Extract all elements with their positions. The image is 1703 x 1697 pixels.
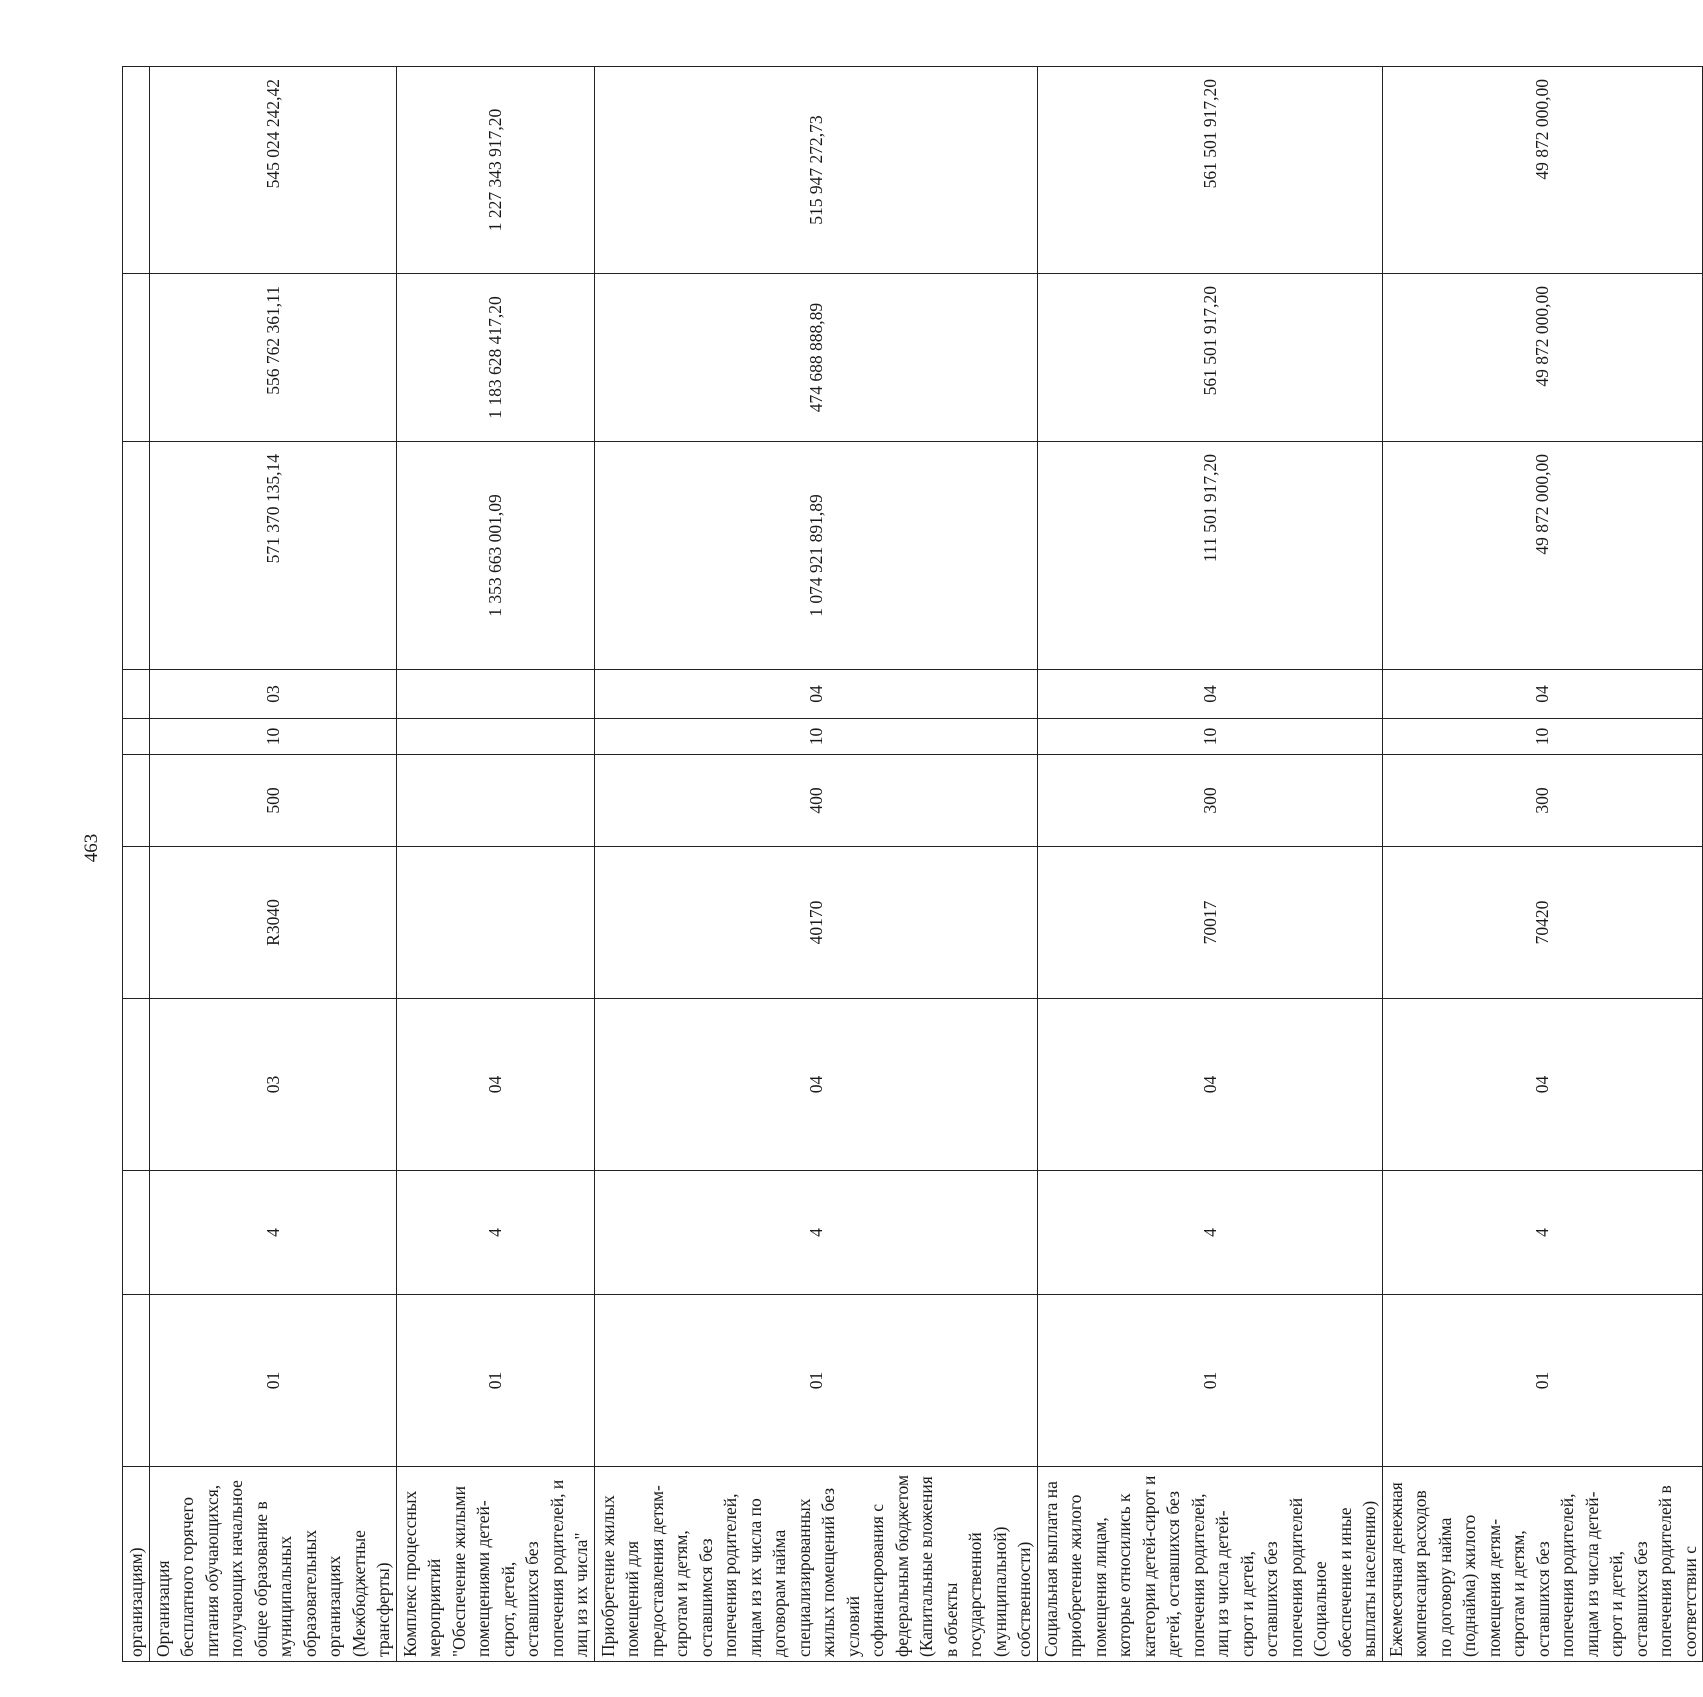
amount-year-2-cell: 1 183 628 417,20 <box>396 274 594 442</box>
structural-element-cell: 04 <box>396 999 594 1171</box>
section-cell <box>123 719 150 755</box>
program-code-cell: 01 <box>594 1295 1037 1467</box>
expense-type-cell <box>123 755 150 847</box>
row-name-cell: Ежемесячная денежная компенсация расходов по договору найма (поднайма) жилого помещения детям-сиротам и детям, оставшихся без попечения родителей, лицам из числа детей-сирот и детей, оставшихся без попечения родителей в соответствии с <box>1382 1467 1703 1662</box>
amount-year-3-cell <box>123 67 150 274</box>
program-code-cell: 01 <box>1382 1295 1703 1467</box>
expense-type-cell: 300 <box>1037 755 1382 847</box>
subprogram-type-cell: 4 <box>594 1171 1037 1295</box>
amount-year-1-cell: 571 370 135,14 <box>149 442 396 670</box>
table-row <box>1382 67 1703 1662</box>
section-cell: 10 <box>1382 719 1703 755</box>
page-number: 463 <box>81 833 102 863</box>
amount-year-3-cell: 515 947 272,73 <box>594 67 1037 274</box>
amount-year-2-cell <box>123 274 150 442</box>
subsection-cell <box>123 670 150 719</box>
budget-table <box>122 66 1703 1662</box>
direction-code-cell <box>396 847 594 999</box>
subprogram-type-cell: 4 <box>149 1171 396 1295</box>
expense-type-cell: 300 <box>1382 755 1703 847</box>
subprogram-type-cell: 4 <box>1382 1171 1703 1295</box>
rotated-table-wrapper <box>122 67 1700 1662</box>
amount-year-2-cell: 474 688 888,89 <box>594 274 1037 442</box>
subsection-cell: 04 <box>1382 670 1703 719</box>
subprogram-type-cell: 4 <box>1037 1171 1382 1295</box>
table-row <box>123 67 150 1662</box>
row-name-cell: организациям) <box>123 1467 150 1662</box>
structural-element-cell: 04 <box>1037 999 1382 1171</box>
direction-code-cell: 40170 <box>594 847 1037 999</box>
table-row <box>1037 67 1382 1662</box>
amount-year-3-cell: 561 501 917,20 <box>1037 67 1382 274</box>
amount-year-3-cell: 545 024 242,42 <box>149 67 396 274</box>
structural-element-cell: 04 <box>1382 999 1703 1171</box>
row-name-cell: Приобретение жилых помещений для предоставления детям-сиротам и детям, оставшимся без попечения родителей, лицам из их числа по договорам найма специализированных жилых помещений без условий софинансирования с федеральным бюджетом (Капитальные вложения в объекты государственной (муниципальной) собственности) <box>594 1467 1037 1662</box>
expense-type-cell: 500 <box>149 755 396 847</box>
direction-code-cell: R3040 <box>149 847 396 999</box>
amount-year-3-cell: 49 872 000,00 <box>1382 67 1703 274</box>
expense-type-cell <box>396 755 594 847</box>
amount-year-3-cell: 1 227 343 917,20 <box>396 67 594 274</box>
structural-element-cell: 04 <box>594 999 1037 1171</box>
expense-type-cell: 400 <box>594 755 1037 847</box>
structural-element-cell: 03 <box>149 999 396 1171</box>
program-code-cell: 01 <box>149 1295 396 1467</box>
direction-code-cell: 70017 <box>1037 847 1382 999</box>
amount-year-2-cell: 49 872 000,00 <box>1382 274 1703 442</box>
row-name-cell: Организация бесплатного горячего питания обучающихся, получающих начальное общее образование в муниципальных образовательных организациях (Межбюджетные трансферты) <box>149 1467 396 1662</box>
program-code-cell: 01 <box>1037 1295 1382 1467</box>
amount-year-2-cell: 561 501 917,20 <box>1037 274 1382 442</box>
row-name-cell: Социальная выплата на приобретение жилого помещения лицам, которые относились к категории детей-сирот и детей, оставшихся без попечения родителей, лиц из числа детей-сирот и детей, оставшихся без попечения родителей (Социальное обеспечение и иные выплаты населению) <box>1037 1467 1382 1662</box>
table-row <box>149 67 396 1662</box>
amount-year-1-cell: 1 074 921 891,89 <box>594 442 1037 670</box>
subsection-cell: 04 <box>1037 670 1382 719</box>
amount-year-2-cell: 556 762 361,11 <box>149 274 396 442</box>
row-name-cell: Комплекс процессных мероприятий "Обеспечение жилыми помещениями детей-сирот, детей, оставшихся без попечения родителей, и лиц из их числа" <box>396 1467 594 1662</box>
subsection-cell: 04 <box>594 670 1037 719</box>
subsection-cell <box>396 670 594 719</box>
amount-year-1-cell: 111 501 917,20 <box>1037 442 1382 670</box>
subprogram-type-cell <box>123 1171 150 1295</box>
table-row <box>396 67 594 1662</box>
structural-element-cell <box>123 999 150 1171</box>
program-code-cell: 01 <box>396 1295 594 1467</box>
direction-code-cell: 70420 <box>1382 847 1703 999</box>
section-cell: 10 <box>594 719 1037 755</box>
section-cell: 10 <box>149 719 396 755</box>
amount-year-1-cell <box>123 442 150 670</box>
table-row <box>594 67 1037 1662</box>
subsection-cell: 03 <box>149 670 396 719</box>
amount-year-1-cell: 1 353 663 001,09 <box>396 442 594 670</box>
section-cell: 10 <box>1037 719 1382 755</box>
direction-code-cell <box>123 847 150 999</box>
subprogram-type-cell: 4 <box>396 1171 594 1295</box>
amount-year-1-cell: 49 872 000,00 <box>1382 442 1703 670</box>
program-code-cell <box>123 1295 150 1467</box>
section-cell <box>396 719 594 755</box>
